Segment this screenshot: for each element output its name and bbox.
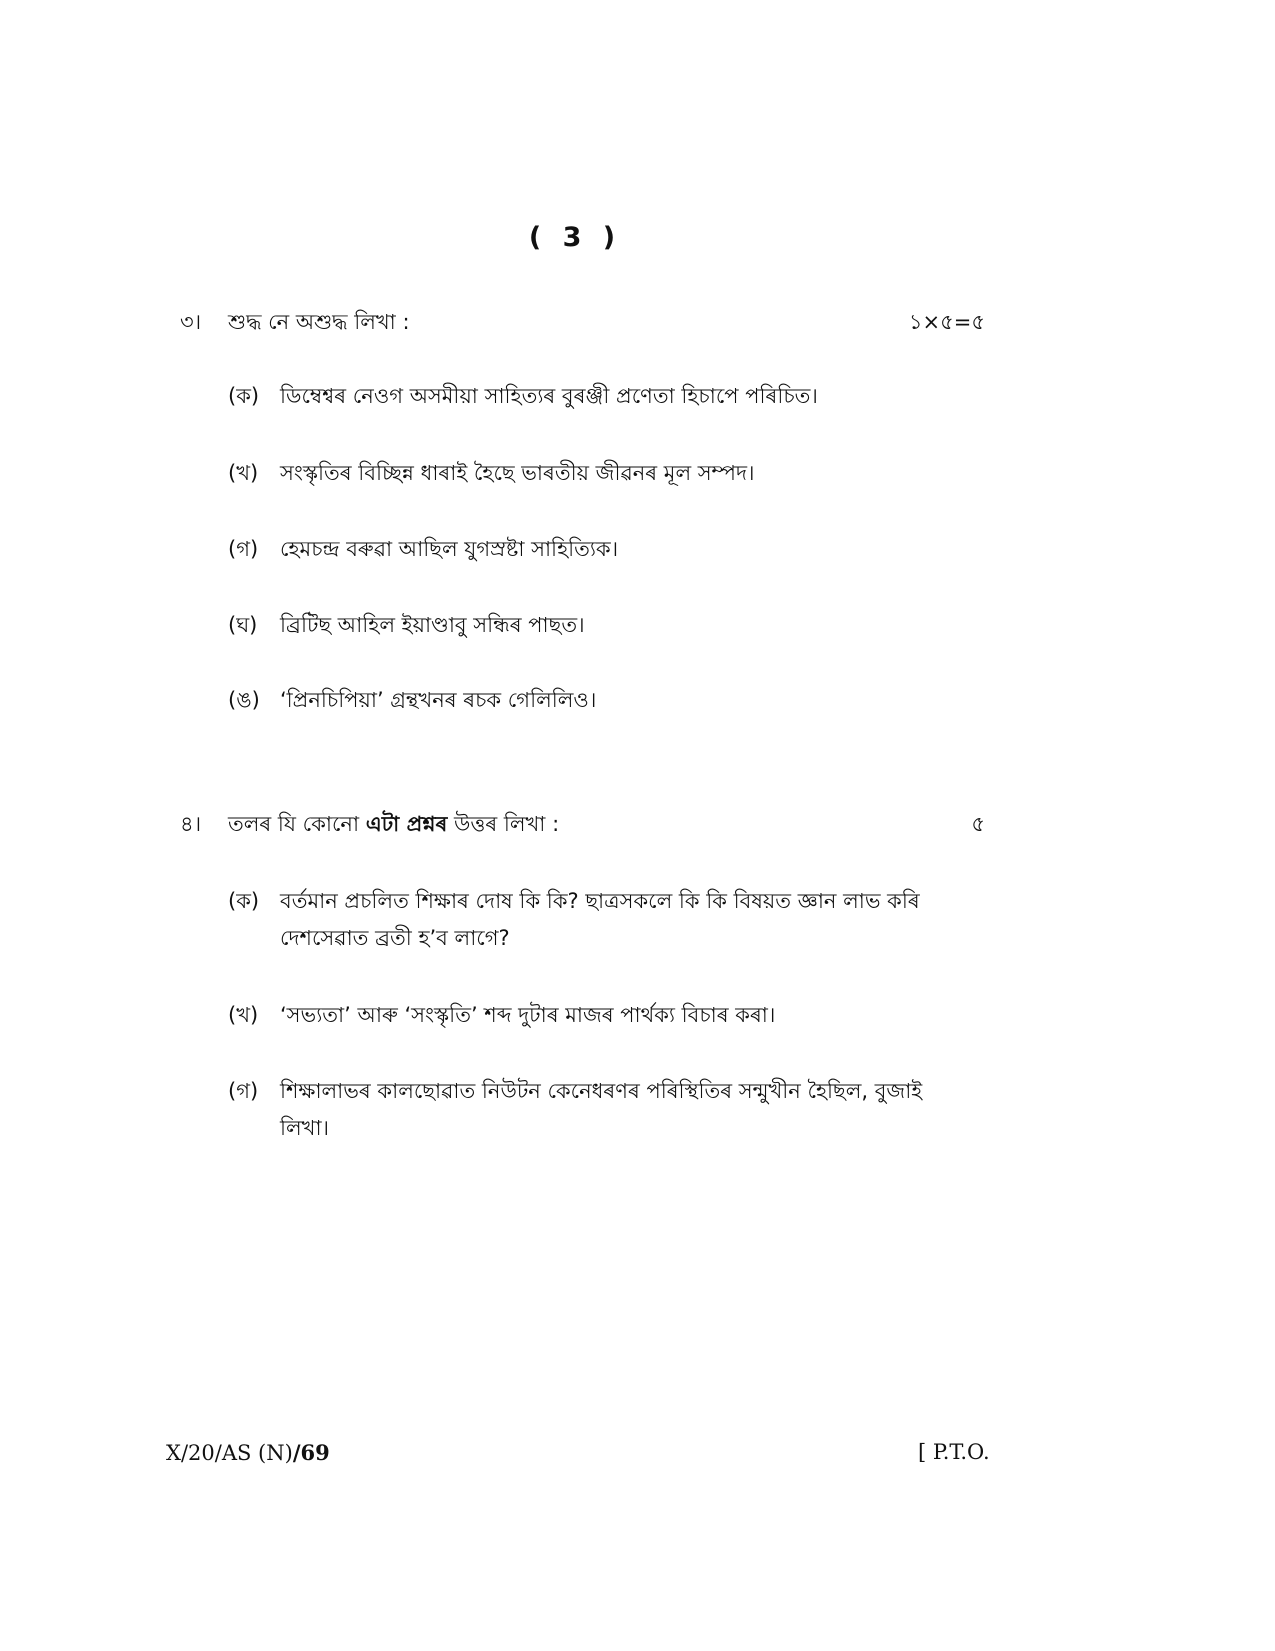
item-text: ‘সভ্যতা’ আৰু ‘সংস্কৃতি’ শব্দ দুটাৰ মাজৰ পাৰ্থক্য বিচাৰ কৰা।: [280, 1003, 776, 1027]
question-4-marks: ৫: [971, 812, 985, 836]
item-label: (খ): [228, 461, 259, 485]
question-4-instruction: [228, 809, 559, 839]
item-label: (গ): [228, 537, 259, 561]
question-4-item: [228, 1073, 938, 1147]
item-label: (খ): [228, 1003, 259, 1027]
question-3-item: [228, 531, 938, 568]
instruction-post: উত্তৰ লিখা :: [453, 812, 560, 836]
question-3-item: [228, 682, 938, 719]
question-4-item: [228, 997, 938, 1034]
page-number: ( 3 ): [528, 222, 622, 253]
item-label: (ক): [228, 384, 260, 408]
instruction-pre: তলৰ যি কোনো: [228, 812, 360, 836]
question-3-item: [228, 378, 938, 415]
question-3-marks: ১×৫=৫: [908, 310, 985, 334]
question-4-item: [228, 883, 938, 957]
question-3-number: ৩।: [180, 310, 202, 334]
item-label: (ক): [228, 889, 260, 913]
paper-code: [166, 1440, 330, 1465]
item-label: (ঙ): [228, 688, 260, 712]
item-text: বৰ্তমান প্ৰচলিত শিক্ষাৰ দোষ কি কি? ছাত্ৰসকলে কি কি বিষয়ত জ্ঞান লাভ কৰি দেশসেৱাত ব্ৰতী হ’ব লাগে?: [280, 889, 920, 950]
item-text: ‘প্ৰিনচিপিয়া’ গ্ৰন্থখনৰ ৰচক গেলিলিও।: [280, 688, 597, 712]
question-3-item: [228, 607, 938, 644]
paper-code-prefix: X/20/AS (N): [166, 1441, 293, 1465]
item-text: ব্ৰিটিছ আহিল ইয়াণ্ডাবু সন্ধিৰ পাছত।: [280, 613, 585, 637]
item-text: সংস্কৃতিৰ বিচ্ছিন্ন ধাৰাই হৈছে ভাৰতীয় জীৱনৰ মূল সম্পদ।: [280, 461, 755, 485]
question-3-item: [228, 455, 938, 492]
item-text: হেমচন্দ্ৰ বৰুৱা আছিল যুগস্ৰষ্টা সাহিত্যিক।: [280, 537, 619, 561]
pto-label: [ P.T.O.: [918, 1440, 990, 1464]
instruction-bold: এটা প্ৰশ্নৰ: [365, 812, 448, 836]
paper-code-number: /69: [292, 1440, 330, 1465]
item-text: ডিম্বেশ্বৰ নেওগ অসমীয়া সাহিত্যৰ বুৰঞ্জী প্ৰণেতা হিচাপে পৰিচিত।: [280, 384, 818, 408]
item-text: শিক্ষালাভৰ কালছোৱাত নিউটন কেনেধৰণৰ পৰিস্থিতিৰ সন্মুখীন হৈছিল, বুজাই লিখা।: [280, 1079, 923, 1140]
question-3-instruction: শুদ্ধ নে অশুদ্ধ লিখা :: [228, 310, 410, 334]
question-4-number: ৪।: [180, 812, 202, 836]
item-label: (ঘ): [228, 613, 258, 637]
item-label: (গ): [228, 1079, 259, 1103]
